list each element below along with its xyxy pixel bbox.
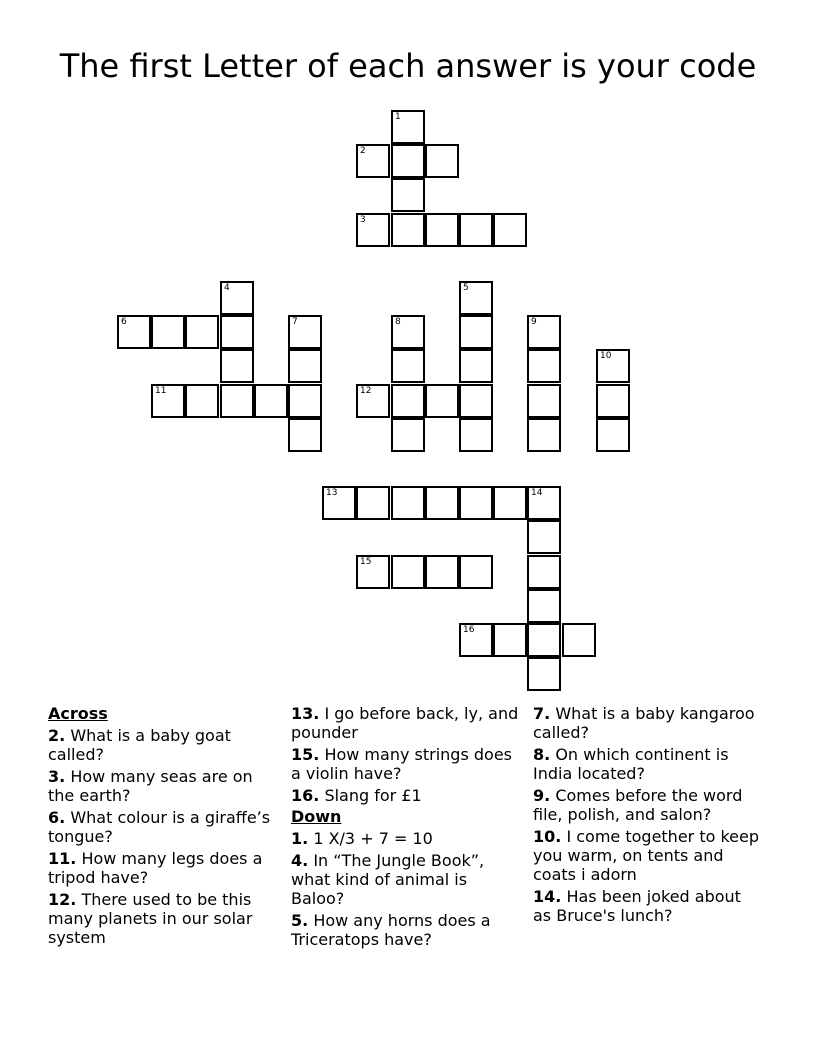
clue-down-7	[533, 704, 761, 742]
clue-number: 15.	[291, 745, 320, 764]
clue-column-2	[291, 702, 519, 949]
grid-cell[interactable]	[562, 623, 596, 657]
grid-cell[interactable]	[220, 384, 254, 418]
cell-number: 5	[463, 283, 469, 293]
clue-number: 13.	[291, 704, 320, 723]
grid-cell[interactable]	[391, 315, 425, 349]
grid-cell[interactable]	[425, 213, 459, 247]
clue-across-16	[291, 786, 519, 805]
grid-cell[interactable]	[459, 281, 493, 315]
clue-number: 3.	[48, 767, 66, 786]
grid-cell[interactable]	[151, 315, 185, 349]
grid-cell[interactable]	[288, 349, 322, 383]
clue-text: Slang for £1	[324, 786, 422, 805]
grid-cell[interactable]	[288, 315, 322, 349]
down-heading: Down	[291, 807, 342, 826]
grid-cell[interactable]	[425, 384, 459, 418]
clue-column-1	[48, 702, 276, 947]
grid-cell[interactable]	[527, 657, 561, 691]
cell-number: 14	[531, 488, 543, 498]
cell-number: 12	[360, 386, 372, 396]
cell-number: 3	[360, 215, 366, 225]
clue-text: In “The Jungle Book”, what kind of animal is Baloo?	[291, 851, 485, 908]
grid-cell[interactable]	[425, 486, 459, 520]
grid-cell[interactable]	[493, 213, 527, 247]
grid-cell[interactable]	[493, 486, 527, 520]
grid-cell[interactable]	[220, 315, 254, 349]
clue-down-9	[533, 786, 761, 824]
clue-across-12	[48, 890, 276, 947]
grid-cell[interactable]	[391, 384, 425, 418]
clue-number: 9.	[533, 786, 551, 805]
grid-cell[interactable]	[356, 144, 390, 178]
clue-number: 6.	[48, 808, 66, 827]
clue-across-6	[48, 808, 276, 846]
grid-cell[interactable]	[391, 213, 425, 247]
clue-across-13	[291, 704, 519, 742]
cell-number: 8	[395, 317, 401, 327]
grid-cell[interactable]	[493, 623, 527, 657]
grid-cell[interactable]	[254, 384, 288, 418]
grid-cell[interactable]	[356, 486, 390, 520]
clue-across-2	[48, 726, 276, 764]
clue-down-5	[291, 911, 519, 949]
clue-text: What is a baby goat called?	[48, 726, 231, 764]
grid-cell[interactable]	[220, 281, 254, 315]
clue-text: How many strings does a violin have?	[291, 745, 512, 783]
clue-down-8	[533, 745, 761, 783]
grid-cell[interactable]	[459, 418, 493, 452]
clue-text: What colour is a giraffe’s tongue?	[48, 808, 271, 846]
grid-cell[interactable]	[288, 418, 322, 452]
cell-number: 16	[463, 625, 475, 635]
clue-number: 8.	[533, 745, 551, 764]
grid-cell[interactable]	[459, 384, 493, 418]
clue-number: 10.	[533, 827, 562, 846]
clue-number: 5.	[291, 911, 309, 930]
cell-number: 1	[395, 112, 401, 122]
cell-number: 4	[224, 283, 230, 293]
grid-cell[interactable]	[527, 315, 561, 349]
grid-cell[interactable]	[117, 315, 151, 349]
grid-cell[interactable]	[459, 555, 493, 589]
grid-cell[interactable]	[596, 418, 630, 452]
grid-cell[interactable]	[185, 384, 219, 418]
cell-number: 15	[360, 557, 372, 567]
across-heading: Across	[48, 704, 108, 723]
clue-down-1	[291, 829, 519, 848]
grid-cell[interactable]	[356, 384, 390, 418]
clue-across-11	[48, 849, 276, 887]
grid-cell[interactable]	[185, 315, 219, 349]
grid-cell[interactable]	[391, 418, 425, 452]
grid-cell[interactable]	[391, 178, 425, 212]
grid-cell[interactable]	[322, 486, 356, 520]
grid-cell[interactable]	[596, 384, 630, 418]
clue-text: How many seas are on the earth?	[48, 767, 253, 805]
grid-cell[interactable]	[391, 486, 425, 520]
cell-number: 10	[600, 351, 612, 361]
cell-number: 2	[360, 146, 366, 156]
clue-text: Comes before the word file, polish, and salon?	[533, 786, 743, 824]
clue-text: I go before back, ly, and pounder	[291, 704, 519, 742]
cell-number: 6	[121, 317, 127, 327]
cell-number: 7	[292, 317, 298, 327]
clue-number: 2.	[48, 726, 66, 745]
grid-cell[interactable]	[356, 555, 390, 589]
clue-across-15	[291, 745, 519, 783]
grid-cell[interactable]	[391, 555, 425, 589]
clue-text: What is a baby kangaroo called?	[533, 704, 755, 742]
grid-cell[interactable]	[391, 349, 425, 383]
grid-cell[interactable]	[459, 213, 493, 247]
grid-cell[interactable]	[527, 589, 561, 623]
grid-cell[interactable]	[425, 555, 459, 589]
clue-number: 7.	[533, 704, 551, 723]
grid-cell[interactable]	[527, 384, 561, 418]
clue-number: 14.	[533, 887, 562, 906]
grid-cell[interactable]	[459, 486, 493, 520]
clue-column-3	[533, 702, 761, 925]
clue-text: There used to be this many planets in our solar system	[48, 890, 253, 947]
page-title: The first Letter of each answer is your code	[59, 47, 757, 85]
clue-text: I come together to keep you warm, on tents and coats i adorn	[533, 827, 760, 884]
grid-cell[interactable]	[527, 623, 561, 657]
grid-cell[interactable]	[288, 384, 322, 418]
grid-cell[interactable]	[527, 520, 561, 554]
clue-down-4	[291, 851, 519, 908]
clue-text: How any horns does a Triceratops have?	[291, 911, 491, 949]
grid-cell[interactable]	[527, 555, 561, 589]
grid-cell[interactable]	[527, 486, 561, 520]
clue-text: How many legs does a tripod have?	[48, 849, 263, 887]
clue-text: On which continent is India located?	[533, 745, 729, 783]
cell-number: 9	[531, 317, 537, 327]
clue-down-10	[533, 827, 761, 884]
grid-cell[interactable]	[459, 623, 493, 657]
grid-cell[interactable]	[391, 110, 425, 144]
clue-number: 1.	[291, 829, 309, 848]
clue-text: Has been joked about as Bruce's lunch?	[533, 887, 741, 925]
clue-number: 4.	[291, 851, 309, 870]
grid-cell[interactable]	[391, 144, 425, 178]
grid-cell[interactable]	[596, 349, 630, 383]
grid-cell[interactable]	[425, 144, 459, 178]
clue-down-14	[533, 887, 761, 925]
clue-text: 1 X/3 + 7 = 10	[313, 829, 433, 848]
grid-cell[interactable]	[220, 349, 254, 383]
grid-cell[interactable]	[527, 418, 561, 452]
grid-cell[interactable]	[459, 315, 493, 349]
clue-number: 11.	[48, 849, 77, 868]
grid-cell[interactable]	[527, 349, 561, 383]
grid-cell[interactable]	[151, 384, 185, 418]
clue-number: 16.	[291, 786, 320, 805]
grid-cell[interactable]	[459, 349, 493, 383]
grid-cell[interactable]	[356, 213, 390, 247]
clue-number: 12.	[48, 890, 77, 909]
cell-number: 13	[326, 488, 338, 498]
clue-across-3	[48, 767, 276, 805]
cell-number: 11	[155, 386, 167, 396]
